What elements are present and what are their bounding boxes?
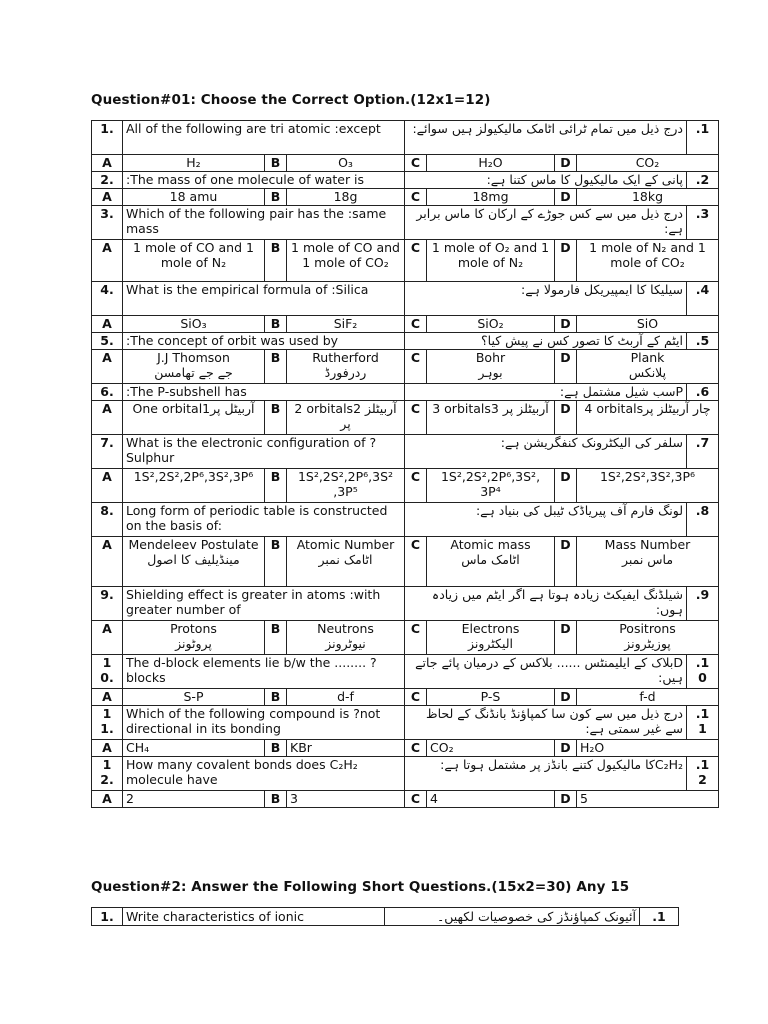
- question-urdu: Pسب شیل مشتمل ہے:: [405, 384, 687, 401]
- option-english: Mass Number: [604, 537, 691, 552]
- question-english: Which of the following compound is ?not directional in its bonding: [123, 706, 405, 740]
- option-text[interactable]: [427, 689, 555, 706]
- question-english: Which of the following pair has the :same mass: [123, 206, 405, 240]
- question-number: 3.: [92, 206, 123, 240]
- option-text[interactable]: [427, 740, 555, 757]
- option-letter: C: [405, 689, 427, 706]
- option-text[interactable]: [287, 740, 405, 757]
- option-text[interactable]: [287, 689, 405, 706]
- option-english: 1S²,2S²,2P⁶,3S², 3P⁴: [440, 469, 541, 499]
- option-text[interactable]: [577, 791, 719, 808]
- options-row: [92, 740, 719, 757]
- option-letter: D: [555, 240, 577, 282]
- option-english: 18kg: [631, 189, 664, 204]
- option-english: 5: [580, 791, 588, 806]
- question-urdu-number: .8: [687, 503, 719, 537]
- options-row: [92, 689, 719, 706]
- option-english: SiO₃: [180, 316, 207, 331]
- option-letter: A: [92, 189, 123, 206]
- option-text[interactable]: [123, 621, 265, 655]
- option-text[interactable]: [577, 537, 719, 587]
- option-text[interactable]: [287, 240, 405, 282]
- question-urdu: درج ذیل میں سے کس جوڑے کے ارکان کا ماس برابر ہے:: [405, 206, 687, 240]
- option-english: 18g: [333, 189, 358, 204]
- options-row: [92, 791, 719, 808]
- option-letter: D: [555, 740, 577, 757]
- option-english: 18mg: [472, 189, 509, 204]
- option-text[interactable]: [427, 791, 555, 808]
- option-english: Protons: [170, 621, 217, 636]
- short-question-urdu-number: .1: [640, 908, 679, 926]
- option-text[interactable]: [287, 316, 405, 333]
- option-text[interactable]: [287, 350, 405, 384]
- option-text[interactable]: [427, 240, 555, 282]
- option-english: 1 mole of CO and 1 mole of N₂: [133, 240, 254, 270]
- option-english: Positrons: [619, 621, 676, 636]
- option-english: Atomic mass: [450, 537, 531, 552]
- option-letter: C: [405, 189, 427, 206]
- option-text[interactable]: [577, 740, 719, 757]
- option-letter: A: [92, 240, 123, 282]
- option-english: Rutherford: [312, 350, 379, 365]
- option-letter: B: [265, 689, 287, 706]
- option-text[interactable]: [123, 689, 265, 706]
- option-letter: A: [92, 689, 123, 706]
- option-letter: A: [92, 401, 123, 435]
- option-english: d-f: [337, 689, 354, 704]
- question-row: [92, 706, 719, 740]
- question-urdu-number: .1 0: [687, 655, 719, 689]
- option-letter: D: [555, 401, 577, 435]
- option-letter: C: [405, 240, 427, 282]
- short-question-row: [92, 908, 679, 926]
- option-text[interactable]: [123, 240, 265, 282]
- question-urdu: سلفر کی الیکٹرونک کنفگریشن ہے:: [405, 435, 687, 469]
- option-english: Atomic Number: [296, 537, 395, 552]
- option-urdu: ردرفورڈ: [324, 365, 367, 380]
- option-text[interactable]: [427, 350, 555, 384]
- question-row: [92, 435, 719, 469]
- question-row: [92, 587, 719, 621]
- option-letter: D: [555, 621, 577, 655]
- option-english: SiO: [636, 316, 659, 331]
- options-row: [92, 350, 719, 384]
- option-letter: A: [92, 621, 123, 655]
- option-letter: C: [405, 155, 427, 172]
- option-text[interactable]: [577, 689, 719, 706]
- option-letter: D: [555, 469, 577, 503]
- option-text[interactable]: [123, 350, 265, 384]
- question-number: 9.: [92, 587, 123, 621]
- option-text[interactable]: [427, 316, 555, 333]
- question-urdu: سیلیکا کا ایمپیریکل فارمولا ہے:: [405, 282, 687, 316]
- question-english: How many covalent bonds does C₂H₂ molecule have: [123, 757, 405, 791]
- option-urdu: اٹامک ماس: [461, 552, 520, 567]
- option-text[interactable]: [123, 791, 265, 808]
- option-english: SiF₂: [333, 316, 358, 331]
- option-english: 1S²,2S²,2P⁶,3S²,3P⁶: [133, 469, 254, 484]
- option-urdu: مینڈیلیف کا اصول: [147, 552, 240, 567]
- option-text[interactable]: [287, 469, 405, 503]
- option-english: 2 orbitals2 آربیٹلز پر: [294, 401, 397, 431]
- question-row: [92, 172, 719, 189]
- question-row: [92, 384, 719, 401]
- short-questions-table: [91, 907, 679, 926]
- option-letter: C: [405, 621, 427, 655]
- question-number: 6.: [92, 384, 123, 401]
- option-text[interactable]: [123, 155, 265, 172]
- question-urdu-number: .2: [687, 172, 719, 189]
- option-english: 1S²,2S²,2P⁶,3S² ,3P⁵: [297, 469, 394, 499]
- option-letter: D: [555, 791, 577, 808]
- question-number: 1 1.: [92, 706, 123, 740]
- option-letter: B: [265, 350, 287, 384]
- question-urdu: لونگ فارم آف پیریاڈک ٹیبل کی بنیاد ہے:: [405, 503, 687, 537]
- option-letter: B: [265, 316, 287, 333]
- option-letter: B: [265, 537, 287, 587]
- option-english: Bohr: [475, 350, 506, 365]
- option-text[interactable]: [123, 189, 265, 206]
- question-number: 4.: [92, 282, 123, 316]
- question-english: What is the electronic configuration of ?Sulphur: [123, 435, 405, 469]
- question-english: :The mass of one molecule of water is: [123, 172, 405, 189]
- option-letter: B: [265, 240, 287, 282]
- question-2-title: Question#2: Answer the Following Short Questions.(15x2=30) Any 15: [91, 879, 630, 895]
- option-letter: A: [92, 537, 123, 587]
- option-text[interactable]: [427, 155, 555, 172]
- option-letter: C: [405, 469, 427, 503]
- question-row: [92, 503, 719, 537]
- option-text[interactable]: [577, 401, 719, 435]
- question-english: Shielding effect is greater in atoms :with greater number of: [123, 587, 405, 621]
- question-row: [92, 333, 719, 350]
- option-text[interactable]: [287, 401, 405, 435]
- question-urdu: شیلڈنگ ایفیکٹ زیادہ ہوتا ہے اگر ایٹم میں زیادہ ہوں:: [405, 587, 687, 621]
- option-english: 1 mole of O₂ and 1 mole of N₂: [431, 240, 550, 270]
- option-letter: D: [555, 689, 577, 706]
- option-text[interactable]: [577, 621, 719, 655]
- question-urdu-number: .6: [687, 384, 719, 401]
- question-number: 1 0.: [92, 655, 123, 689]
- question-urdu-number: .7: [687, 435, 719, 469]
- question-row: [92, 757, 719, 791]
- question-number: 1 2.: [92, 757, 123, 791]
- option-letter: A: [92, 740, 123, 757]
- question-urdu: درج ذیل میں سے کون سا کمپاؤنڈ بانڈنگ کے لحاظ سے غیر سمتی ہے:: [405, 706, 687, 740]
- option-text[interactable]: [577, 469, 719, 503]
- option-text[interactable]: [427, 537, 555, 587]
- option-text[interactable]: [577, 189, 719, 206]
- question-urdu: Dبلاک کے ایلیمنٹس ...... بلاکس کے درمیان پائے جاتے ہیں:: [405, 655, 687, 689]
- option-letter: B: [265, 740, 287, 757]
- option-urdu: اٹامک نمبر: [318, 552, 373, 567]
- question-row: [92, 206, 719, 240]
- question-urdu: ایٹم کے آربٹ کا تصور کس نے پیش کیا؟: [405, 333, 687, 350]
- option-english: Mendeleev Postulate: [128, 537, 259, 552]
- option-letter: D: [555, 189, 577, 206]
- short-question-english: Write characteristics of ionic: [123, 908, 385, 926]
- option-letter: D: [555, 316, 577, 333]
- option-text[interactable]: [287, 537, 405, 587]
- option-letter: C: [405, 316, 427, 333]
- option-english: f-d: [639, 689, 656, 704]
- question-urdu-number: .5: [687, 333, 719, 350]
- option-urdu: پوزیٹرونز: [624, 636, 671, 651]
- option-text[interactable]: [577, 316, 719, 333]
- option-english: 18 amu: [169, 189, 218, 204]
- question-english: :The P-subshell has: [123, 384, 405, 401]
- option-english: 1 mole of CO and 1 mole of CO₂: [291, 240, 400, 270]
- option-letter: B: [265, 155, 287, 172]
- option-letter: B: [265, 621, 287, 655]
- option-text[interactable]: [287, 621, 405, 655]
- option-letter: C: [405, 401, 427, 435]
- option-letter: B: [265, 469, 287, 503]
- question-english: :The concept of orbit was used by: [123, 333, 405, 350]
- question-urdu-number: .1 2: [687, 757, 719, 791]
- option-english: CO₂: [430, 740, 454, 755]
- options-row: [92, 469, 719, 503]
- question-number: 2.: [92, 172, 123, 189]
- options-row: [92, 537, 719, 587]
- option-letter: C: [405, 537, 427, 587]
- option-letter: A: [92, 350, 123, 384]
- option-english: 3: [290, 791, 298, 806]
- option-urdu: پروٹونز: [175, 636, 212, 651]
- option-letter: C: [405, 791, 427, 808]
- option-letter: A: [92, 469, 123, 503]
- question-english: The d-block elements lie b/w the ........ ?blocks: [123, 655, 405, 689]
- option-letter: D: [555, 155, 577, 172]
- option-english: CO₂: [635, 155, 660, 170]
- option-letter: A: [92, 155, 123, 172]
- option-text[interactable]: [427, 401, 555, 435]
- option-text[interactable]: [427, 189, 555, 206]
- option-letter: B: [265, 401, 287, 435]
- question-urdu-number: .1 1: [687, 706, 719, 740]
- option-english: 3 orbitals3 آربیٹلز پر: [432, 401, 549, 416]
- option-english: Electrons: [461, 621, 520, 636]
- options-row: [92, 240, 719, 282]
- option-english: One orbital1آربیٹل پر: [132, 401, 255, 416]
- options-row: [92, 621, 719, 655]
- question-urdu-number: .3: [687, 206, 719, 240]
- option-text[interactable]: [287, 155, 405, 172]
- question-number: 5.: [92, 333, 123, 350]
- option-text[interactable]: [123, 469, 265, 503]
- option-english: 1S²,2S²,3S²,3P⁶: [599, 469, 696, 484]
- question-row: [92, 655, 719, 689]
- option-english: 2: [126, 791, 134, 806]
- option-urdu: الیکٹرونز: [467, 636, 514, 651]
- option-text[interactable]: [427, 469, 555, 503]
- question-number: 1.: [92, 121, 123, 155]
- option-english: J.J Thomson: [157, 350, 230, 365]
- option-letter: B: [265, 791, 287, 808]
- question-english: Long form of periodic table is constructed on the basis of:: [123, 503, 405, 537]
- option-text[interactable]: [123, 316, 265, 333]
- option-text[interactable]: [123, 740, 265, 757]
- short-question-urdu: آئیونک کمپاؤنڈز کی خصوصیات لکھیں۔: [385, 908, 640, 926]
- options-row: [92, 155, 719, 172]
- options-row: [92, 316, 719, 333]
- question-urdu: درج ذیل میں تمام ٹرائی اٹامک مالیکیولز ہیں سوائے:: [405, 121, 687, 155]
- option-english: Plank: [630, 350, 665, 365]
- option-letter: D: [555, 350, 577, 384]
- short-question-number: 1.: [92, 908, 123, 926]
- option-english: 4: [430, 791, 438, 806]
- option-text[interactable]: [427, 621, 555, 655]
- option-urdu: نیوٹرونز: [325, 636, 366, 651]
- option-english: 4 orbitalsچار آربیٹلز پر: [584, 401, 711, 416]
- options-row: [92, 401, 719, 435]
- option-english: H₂O: [478, 155, 503, 170]
- question-urdu: C₂H₂کا مالیکیول کتنے بانڈز پر مشتمل ہوتا ہے:: [405, 757, 687, 791]
- question-urdu-number: .9: [687, 587, 719, 621]
- option-urdu: بوہر: [478, 365, 503, 380]
- option-text[interactable]: [577, 240, 719, 282]
- option-text[interactable]: [577, 155, 719, 172]
- option-english: P-S: [480, 689, 501, 704]
- option-text[interactable]: [287, 791, 405, 808]
- option-letter: C: [405, 740, 427, 757]
- question-row: [92, 121, 719, 155]
- question-urdu-number: .1: [687, 121, 719, 155]
- option-letter: A: [92, 316, 123, 333]
- question-row: [92, 282, 719, 316]
- question-urdu: پانی کے ایک مالیکیول کا ماس کتنا ہے:: [405, 172, 687, 189]
- option-english: H₂O: [580, 740, 605, 755]
- option-english: KBr: [290, 740, 312, 755]
- options-row: [92, 189, 719, 206]
- question-number: 8.: [92, 503, 123, 537]
- option-urdu: جے جے تھامسن: [154, 365, 233, 380]
- option-letter: B: [265, 189, 287, 206]
- option-english: H₂: [186, 155, 201, 170]
- question-english: What is the empirical formula of :Silica: [123, 282, 405, 316]
- question-english: All of the following are tri atomic :except: [123, 121, 405, 155]
- option-urdu: ماس نمبر: [621, 552, 674, 567]
- option-english: Neutrons: [317, 621, 374, 636]
- option-letter: A: [92, 791, 123, 808]
- option-text[interactable]: [577, 350, 719, 384]
- option-text[interactable]: [123, 537, 265, 587]
- option-english: CH₄: [126, 740, 150, 755]
- option-urdu: پلانکس: [628, 365, 667, 380]
- option-english: S-P: [183, 689, 204, 704]
- mcq-table: [91, 120, 719, 808]
- option-english: 1 mole of N₂ and 1 mole of CO₂: [589, 240, 706, 270]
- option-letter: C: [405, 350, 427, 384]
- option-english: O₃: [338, 155, 353, 170]
- option-english: SiO₂: [477, 316, 504, 331]
- question-number: 7.: [92, 435, 123, 469]
- option-text[interactable]: [123, 401, 265, 435]
- question-1-title: Question#01: Choose the Correct Option.(12x1=12): [91, 92, 491, 108]
- option-letter: D: [555, 537, 577, 587]
- question-urdu-number: .4: [687, 282, 719, 316]
- option-text[interactable]: [287, 189, 405, 206]
